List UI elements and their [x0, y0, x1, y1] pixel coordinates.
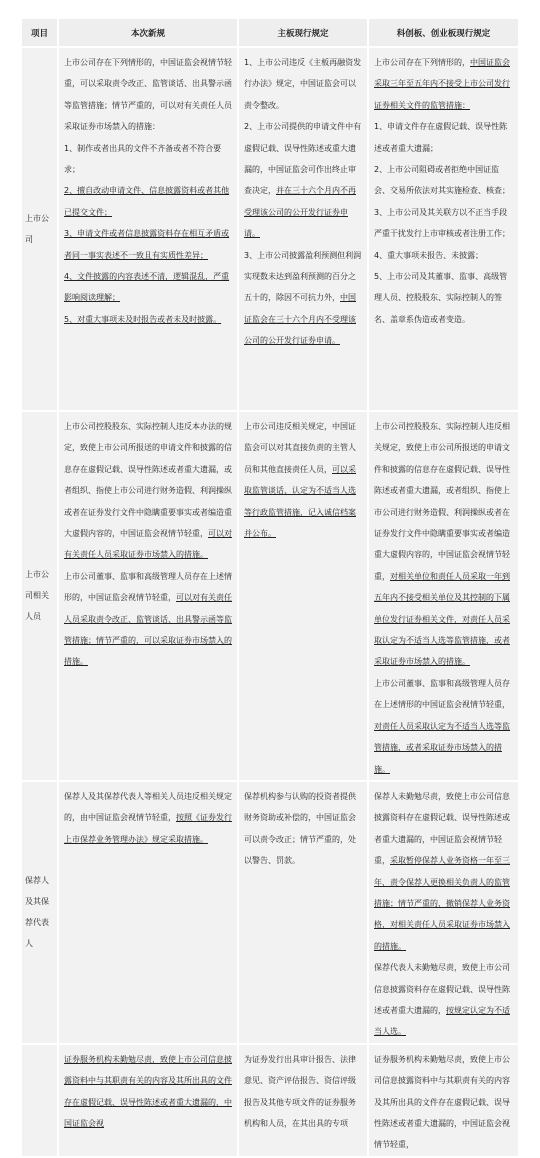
table-header-row [22, 19, 519, 47]
text-segment: 5、上市公司及其董事、监事、高级管理人员、控股股东、实际控制人的签名、盖章系伪造或者变造。 [374, 272, 508, 324]
paragraph [374, 416, 514, 673]
star-chinext-cell [368, 411, 519, 781]
row-label: 上市公司相关人员 [22, 411, 58, 781]
text-segment: 保荐机构参与认购的投资者提供财务资助或补偿的，中国证监会可以责令改正；情节严重的，处以警告、罚款。 [244, 791, 356, 866]
new-rules-cell [58, 411, 238, 781]
underlined-text: 对相关单位和责任人员采取一年到五年内不接受相关单位及其控制的下属单位发行证券相关文件，对责任人员采取认定为不适当人选等监管措施，或者采取证券市场禁入的措施。 [374, 571, 510, 667]
text-segment: 3、上市公司及其关联方以不正当手段严重干扰发行上市审核或者注册工作； [374, 207, 510, 239]
star-chinext-cell [368, 1044, 519, 1157]
underlined-text: 2、擅自改动申请文件、信息披露资料或者其他已提交文件； [64, 186, 230, 217]
row-label: 上市公司 [22, 47, 58, 411]
text-segment: 上市公司存在下列情形的， [374, 58, 470, 67]
main-board-cell [238, 1044, 368, 1157]
table-row [22, 47, 519, 411]
text-segment: 2、上市公司提供的申请文件中有虚假记载、误导性陈述或重大遗漏的，中国证监会可作出终止审查决定， [244, 122, 362, 196]
main-board-cell [238, 411, 368, 781]
main-board-cell [238, 781, 368, 1044]
underlined-text: 中国证监会采取三年至五年内不接受上市公司发行证券相关文件的监管措施： [374, 58, 510, 110]
text-segment: 1、制作或者出具的文件不齐备或者不符合要求； [64, 143, 222, 175]
paragraph [374, 957, 514, 1043]
new-rules-cell [58, 47, 238, 411]
paragraph [374, 202, 514, 245]
header-new-rules: 本次新规 [58, 19, 238, 47]
text-segment: 4、重大事项未报告、未披露； [374, 250, 484, 260]
underlined-text: 按规定认定为不适当人选。 [374, 1005, 510, 1037]
paragraph [64, 566, 233, 673]
underlined-text: 对责任人员采取认定为不适当人选等监管措施，或者采取证券市场禁入的措施。 [374, 721, 510, 774]
header-star-chinext-rules: 科创板、创业板现行规定 [368, 19, 519, 47]
text-segment: 上市公司董事、监事和高级管理人员存在上述情形的，中国证监会视情节轻重， [64, 571, 232, 603]
paragraph [374, 245, 514, 266]
text-segment: 1、上市公司违反《主板再融资发行办法》规定，中国证监会可以责令整改。 [244, 58, 362, 110]
text-segment: 保荐人及其保荐代表人等相关人员违反相关规定的，由中国证监会视情节轻重， [64, 791, 232, 823]
paragraph [64, 223, 233, 266]
row-label [22, 1044, 58, 1157]
text-segment: 3、上市公司披露盈利预测但利润实现数未达到盈利预测的百分之五十的，除因不可抗力外， [244, 250, 362, 303]
text-segment: 2、上市公司阻碍或者拒绝中国证监会、交易所依法对其实施检查、核查； [374, 165, 510, 196]
paragraph [374, 159, 514, 202]
table-row [22, 781, 519, 1044]
paragraph [374, 673, 514, 780]
paragraph [64, 309, 233, 330]
underlined-text: 4、文件披露的内容表述不清，逻辑混乱，严重影响阅读理解； [64, 272, 230, 303]
paragraph [64, 138, 233, 181]
text-segment: 上市公司董事、监事和高级管理人员存在上述情形的中国证监会视情节轻重， [374, 678, 510, 710]
text-segment: 为证券发行出具审计报告、法律意见、资产评估报告、资信评级报告及其他专项文件的证券服务机构和人员，在其出具的专项 [244, 1054, 356, 1128]
main-board-cell [238, 47, 368, 411]
text-segment: 证券服务机构未勤勉尽责，致使上市公司信息披露资料中与其职责有关的内容及其所出具的文件存在虚假记载、误导性陈述或者重大遗漏的，中国证监会视情节轻重， [374, 1054, 510, 1150]
paragraph [64, 786, 233, 850]
paragraph [374, 116, 514, 159]
underlined-text: 可以对有关责任人员采取证券市场禁入的措施。 [64, 529, 232, 560]
paragraph [244, 245, 363, 352]
paragraph [374, 786, 514, 957]
text-segment: 保荐代表人未勤勉尽责，致使上市公司信息披露资料存在虚假记载、误导性陈述或者重大遗漏的， [374, 963, 510, 1015]
underlined-text: 中国证监会在三十六个月内不受理该公司的公开发行证券申请。 [244, 293, 356, 346]
text-segment: 上市公司违反相关规定，中国证监会可以对其直接负责的主管人员和其他直接责任人员， [244, 422, 356, 474]
paragraph [244, 786, 363, 872]
paragraph [244, 416, 363, 544]
underlined-text: 按照《证券发行上市保荐业务管理办法》规定采取措施。 [64, 813, 232, 844]
paragraph [64, 266, 233, 309]
paragraph [64, 180, 233, 223]
paragraph [244, 52, 363, 116]
underlined-text: 可以采取监管谈话、认定为不适当人选等行政监管措施，记入诚信档案并公布。 [244, 464, 356, 539]
underlined-text: 并在三十六个月内不再受理该公司的公开发行证券申请。 [244, 186, 356, 239]
paragraph [64, 416, 233, 566]
header-main-board-rules: 主板现行规定 [238, 19, 368, 47]
underlined-text: 可以对有关责任人员采取责令改正、监管谈话、出具警示函等监管措施；情节严重的，可以采取证券市场禁入的措施。 [64, 593, 232, 667]
text-segment: 上市公司控股股东、实际控制人违反本办法的规定，致使上市公司所报送的申请文件和披露的信息存在虚假记载、误导性陈述或者重大遗漏，或者组织、指使上市公司进行财务造假、利润操纵或者在证券发行文件中隐瞒重要事实或者编造重大虚假内容的，中国证监会视情节轻重， [64, 422, 232, 539]
text-segment: 1、申请文件存在虚假记载、误导性陈述或者重大遗漏； [374, 122, 508, 153]
underlined-text: 证券服务机构未勤勉尽责，致使上市公司信息披露资料中与其职责有关的内容及其所出具的文件存在虚假记载、误导性陈述或者重大遗漏的，中国证监会视 [64, 1054, 232, 1128]
paragraph [374, 266, 514, 330]
row-label: 保荐人及其保荐代表人 [22, 781, 58, 1044]
star-chinext-cell [368, 781, 519, 1044]
paragraph [374, 1049, 514, 1156]
text-segment: 上市公司控股股东、实际控制人违反相关规定，致使上市公司所报送的申请文件和披露的信息存在虚假记载、误导性陈述或者重大遗漏，或者组织、指使上市公司进行财务造假、利润操纵或者在证券发行文件中隐瞒重要事实或者编造重大虚假内容的，中国证监会视情节轻重， [374, 422, 510, 581]
text-segment: 上市公司存在下列情形的，中国证监会视情节轻重，可以采取责令改正、监管谈话、出具警示函等监管措施；情节严重的，可以对有关责任人员采取证券市场禁入的措施： [64, 58, 232, 132]
underlined-text: 采取暂停保荐人业务资格一年至三年，责令保荐人更换相关负责人的监管措施；情节严重的，撤销保荐人业务资格，对相关责任人员采取证券市场禁入的措施。 [374, 856, 510, 951]
text-segment: 保荐人未勤勉尽责，致使上市公司信息披露资料存在虚假记载、误导性陈述或者重大遗漏的，中国证监会视情节轻重， [374, 791, 510, 866]
paragraph [244, 116, 363, 244]
underlined-text: 3、申请文件或者信息披露资料存在相互矛盾或者同一事实表述不一致且有实质性差异； [64, 229, 230, 260]
underlined-text: 5、对重大事项未及时报告或者未及时披露。 [64, 314, 222, 324]
star-chinext-cell [368, 47, 519, 411]
regulation-comparison-table [22, 19, 520, 1158]
new-rules-cell [58, 781, 238, 1044]
paragraph [64, 52, 233, 138]
header-item: 项目 [22, 19, 58, 47]
paragraph [64, 1049, 233, 1135]
table-row [22, 1044, 519, 1157]
paragraph [244, 1049, 363, 1135]
new-rules-cell [58, 1044, 238, 1157]
table-row [22, 411, 519, 781]
paragraph [374, 52, 514, 116]
